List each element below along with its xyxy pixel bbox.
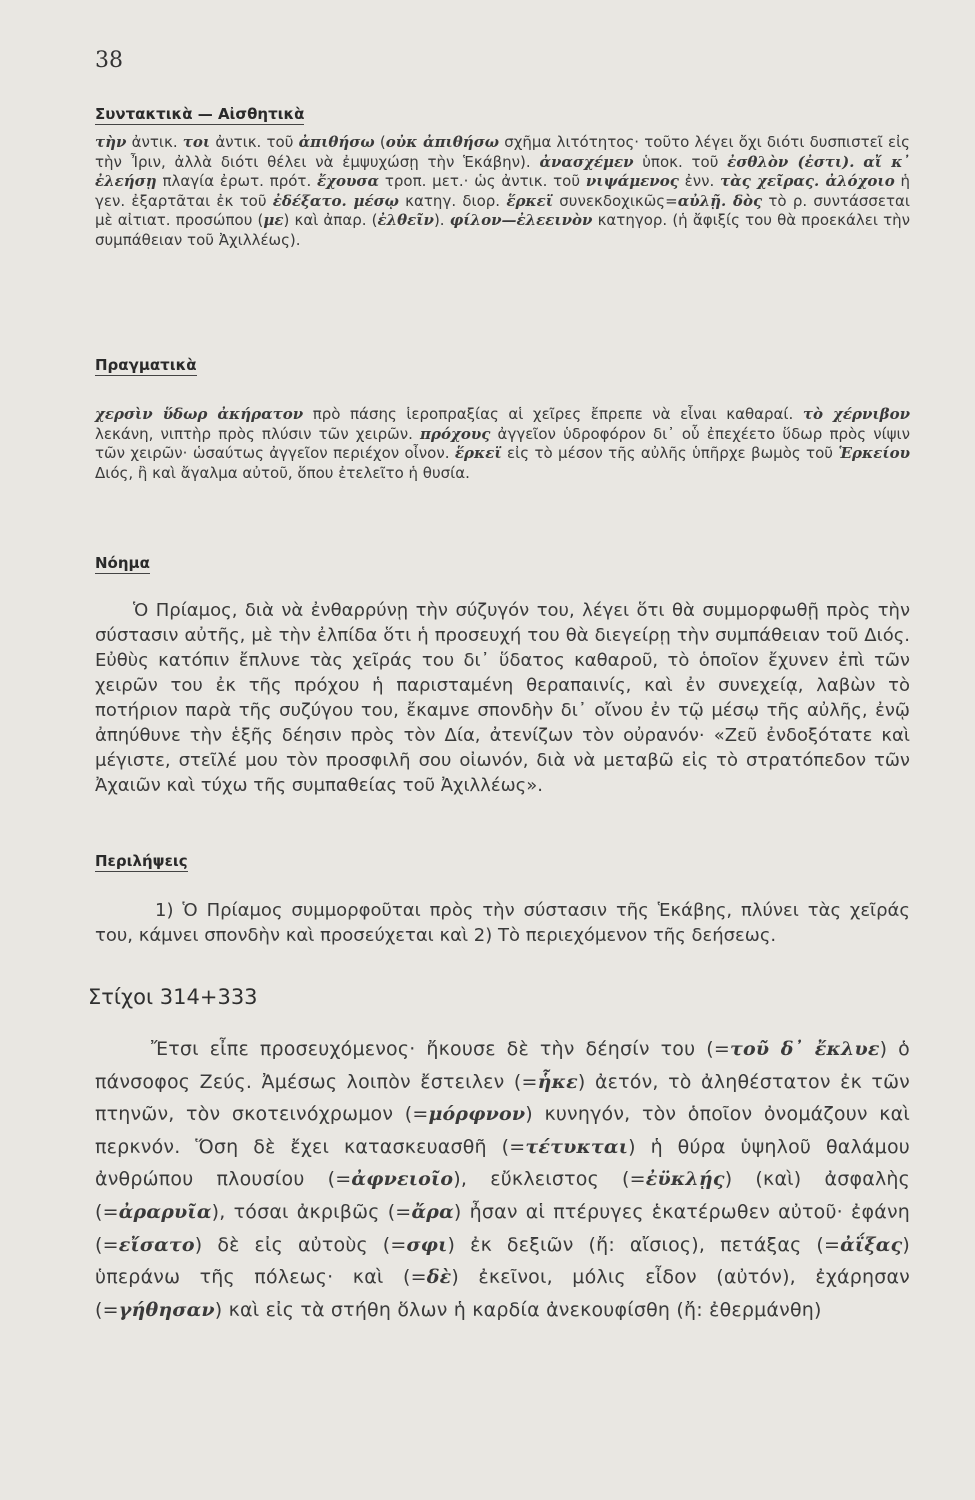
text-run: κατηγ. διορ. (398, 191, 507, 210)
text-run: ὑποκ. τοῦ (633, 152, 728, 171)
text-run: εἰς τὸ μέσον τῆς αὐλῆς ὑπῆρχε βωμὸς τοῦ (501, 444, 839, 462)
text-run (854, 153, 863, 171)
text-run: ) δὲ εἰς αὐτοὺς (= (194, 1233, 407, 1256)
text-run: ἀντικ. τοῦ (210, 133, 299, 151)
italic-term: σφι (406, 1233, 448, 1256)
italic-term: ἀνασχέμεν (539, 152, 634, 171)
text-run: ) ἐκ δεξιῶν (ἤ: αἴσιος), πετάξας (= (447, 1233, 841, 1256)
text-run: ἀγγεῖον ὑδροφόρον δι᾽ οὗ ἐπεχέετο ὕδωρ πρὸς νίψιν τῶν χειρῶν· ὡσαύτως ἀγγεῖον περιέχον οἶνον. (95, 424, 910, 462)
italic-term: τὰς χεῖρας. ἀλόχοιο (720, 172, 895, 190)
text-run: ) καὶ εἰς τὰ στήθη ὅλων ἡ καρδία ἀνεκουφίσθη (ἤ: ἐθερμάνθη) (214, 1298, 822, 1321)
text-run: πρὸ πάσης ἱεροπραξίας αἱ χεῖρες ἔπρεπε νὰ εἶναι καθαραί. (303, 405, 803, 423)
text-run: ἐνν. (678, 172, 721, 190)
text-run: Διός, ἢ καὶ ἄγαλμα αὐτοῦ, ὅπου ἐτελεῖτο ἡ θυσία. (95, 463, 470, 482)
page-number: 38 (95, 48, 123, 73)
italic-term: ἀπιθήσω (298, 133, 375, 151)
heading-pragmatika: Πραγματικὰ (95, 356, 197, 374)
translation-paragraph (95, 1033, 910, 1326)
italic-term: ἀραρυῖα (118, 1200, 212, 1223)
text-run: λεκάνη, νιπτὴρ πρὸς πλύσιν τῶν χειρῶν. (95, 424, 421, 443)
text-run: συνεκδοχικῶς= (553, 191, 678, 210)
text-run: Ἔτσι εἶπε προσευχόμενος· ἤκουσε δὲ τὴν δέησίν του (= (151, 1038, 730, 1060)
verses-heading: Στίχοι 314+333 (88, 985, 258, 1009)
italic-term: αὐλῇ. δὸς (677, 191, 763, 210)
perilipseis-paragraph (95, 898, 910, 948)
text-run: κατηγορ. (ἡ ἄφιξίς του θὰ προεκάλει τὴν συμπάθειαν τοῦ Ἀχιλλέως). (95, 211, 910, 249)
italic-term: ἀφνειοῖο (351, 1168, 454, 1191)
italic-term: ἀΐξας (840, 1233, 903, 1256)
italic-term: οὐκ ἀπιθήσω (385, 133, 500, 151)
italic-term: ἄρα (411, 1200, 454, 1223)
text-run: ) καὶ ἀπαρ. ( (283, 211, 378, 229)
italic-term: ἐλθεῖν (377, 211, 434, 229)
italic-term: ἧκε (537, 1070, 578, 1093)
italic-term: γήθησαν (118, 1298, 215, 1321)
italic-term: πρόχους (420, 424, 491, 443)
italic-term: τέτυκται (525, 1135, 629, 1158)
text-run: ) κυνηγόν, τὸν ὁποῖον ὀνομάζουν καὶ περκνόν. Ὅση δὲ ἔχει κατασκευασθῆ (= (95, 1103, 910, 1158)
text-run: τροπ. μετ.· ὡς ἀντικ. τοῦ (379, 172, 586, 190)
text-run: ) ὁ πάνσοφος Ζεύς. Ἀμέσως λοιπὸν ἔστειλεν (= (95, 1038, 910, 1093)
italic-term: ἐδέξατο. μέσῳ (272, 191, 399, 210)
italic-term: τὴν (95, 133, 127, 151)
italic-term: τοι (182, 133, 211, 151)
italic-term: ἕρκεϊ (454, 444, 502, 462)
pragmatika-notes (95, 405, 910, 483)
italic-term: με (263, 211, 284, 229)
text-run: ) ἀετόν, τὸ ἀληθέστατον ἐκ τῶν πτηνῶν, τὸν σκοτεινόχρωμον (= (95, 1070, 910, 1126)
italic-term: δὲ (426, 1266, 452, 1289)
heading-syntaktika: Συντακτικὰ — Αἰσθητικὰ (95, 105, 305, 123)
noima-paragraph (95, 598, 910, 798)
text-run: ) (καὶ) ἀσφαλὴς (= (95, 1168, 911, 1223)
text-run: ) ὑπεράνω τῆς πόλεως· καὶ (= (95, 1233, 910, 1289)
text-run: πλαγία ἐρωτ. πρότ. (156, 172, 318, 190)
text-run: ἀντικ. (126, 133, 183, 151)
syntaktika-notes (95, 133, 910, 250)
heading-perilipseis: Περιλήψεις (95, 852, 188, 870)
text-run: ( (374, 133, 386, 151)
perilipseis-text: 1) Ὁ Πρίαμος συμμορφοῦται πρὸς τὴν σύστασιν τῆς Ἑκάβης, πλύνει τὰς χεῖράς του, κάμνει σπονδὴν καὶ προσεύχεται καὶ 2) Τὸ περιεχόμενον τῆς δεήσεως. (95, 900, 910, 946)
italic-term: τὸ χέρνιβον (802, 405, 910, 423)
text-run: ), τόσαι ἀκριβῶς (= (211, 1200, 412, 1223)
italic-term: φίλον—ἐλεεινὸν (449, 211, 593, 229)
text-run: τὸ ρ. συντάσσεται μὲ αἰτιατ. προσώπου ( (95, 191, 910, 229)
italic-term: εἴσατο (118, 1233, 195, 1256)
italic-term: αἴ κ᾽ ἐλεήσῃ (95, 152, 910, 190)
text-run: ), εὔκλειστος (= (453, 1168, 646, 1191)
italic-term: ἔχουσα (317, 172, 380, 190)
text-run: ) ἦσαν αἱ πτέρυγες ἑκατέρωθεν αὐτοῦ· ἐφάνη (= (95, 1200, 911, 1256)
italic-term: ἐσθλὸν (ἐστι). (727, 152, 855, 171)
italic-term: μόρφνον (428, 1103, 526, 1126)
text-run: ). (433, 211, 450, 229)
italic-term: νιψάμενος (585, 172, 679, 190)
italic-term: ἕρκεϊ (506, 191, 554, 210)
italic-term: Ἑρκείου (838, 444, 910, 462)
italic-term: ἐϋκλῄς (645, 1168, 725, 1191)
text-run: ) ἡ θύρα ὑψηλοῦ θαλάμου ἀνθρώπου πλουσίου (= (95, 1135, 910, 1191)
text-run: ) ἐκεῖνοι, μόλις εἶδον (αὐτόν), ἐχάρησαν (= (95, 1266, 910, 1321)
italic-term: τοῦ δ᾽ ἔκλυε (729, 1038, 880, 1060)
noima-text: Ὁ Πρίαμος, διὰ νὰ ἐνθαρρύνῃ τὴν σύζυγόν του, λέγει ὅτι θὰ συμμορφωθῇ πρὸς τὴν σύστασιν αὐτῆς, μὲ τὴν ἐλπίδα ὅτι ἡ προσευχή του θὰ διεγείρῃ τὴν συμπάθειαν τοῦ Διός. Εὐθὺς κατόπιν ἔπλυνε τὰς χεῖράς του δι᾽ ὕδατος καθαροῦ, τὸ ὁποῖον ἔχυνεν ἐπὶ τῶν χειρῶν του ἐκ τῆς πρόχου ἡ παρισταμένη θεραπαινίς, καὶ ἐν συνεχείᾳ, λαβὼν τὸ ποτήριον παρὰ τῆς συζύγου του, ἔκαμνε σπονδὴν δι᾽ οἴνου ἐν τῷ μέσῳ τῆς αὐλῆς, ἐνῷ ἀπηύθυνε τὴν ἑξῆς δέησιν πρὸς τὸν Δία, ἀτενίζων τὸν οὐρανόν· «Ζεῦ ἐνδοξότατε καὶ μέγιστε, στεῖλέ μου τὸν προσφιλῆ σου οἰωνόν, διὰ νὰ μεταβῶ εἰς τὸ στρατόπεδον τῶν Ἀχαιῶν καὶ τύχω τῆς συμπαθείας τοῦ Ἀχιλλέως». (95, 600, 910, 796)
heading-noima: Νόημα (95, 554, 150, 572)
translation-text (95, 1033, 910, 1326)
italic-term: χερσὶν ὕδωρ ἀκήρατον (95, 405, 304, 423)
text-run: ἡ γεν. ἐξαρτᾶται ἐκ τοῦ (95, 172, 911, 210)
text-run: σχῆμα λιτότητος· τοῦτο λέγει ὄχι διότι δυσπιστεῖ εἰς τὴν Ἶριν, ἀλλὰ διότι θέλει νὰ ἐμψυχώσῃ τὴν Ἑκάβην). (95, 133, 910, 171)
